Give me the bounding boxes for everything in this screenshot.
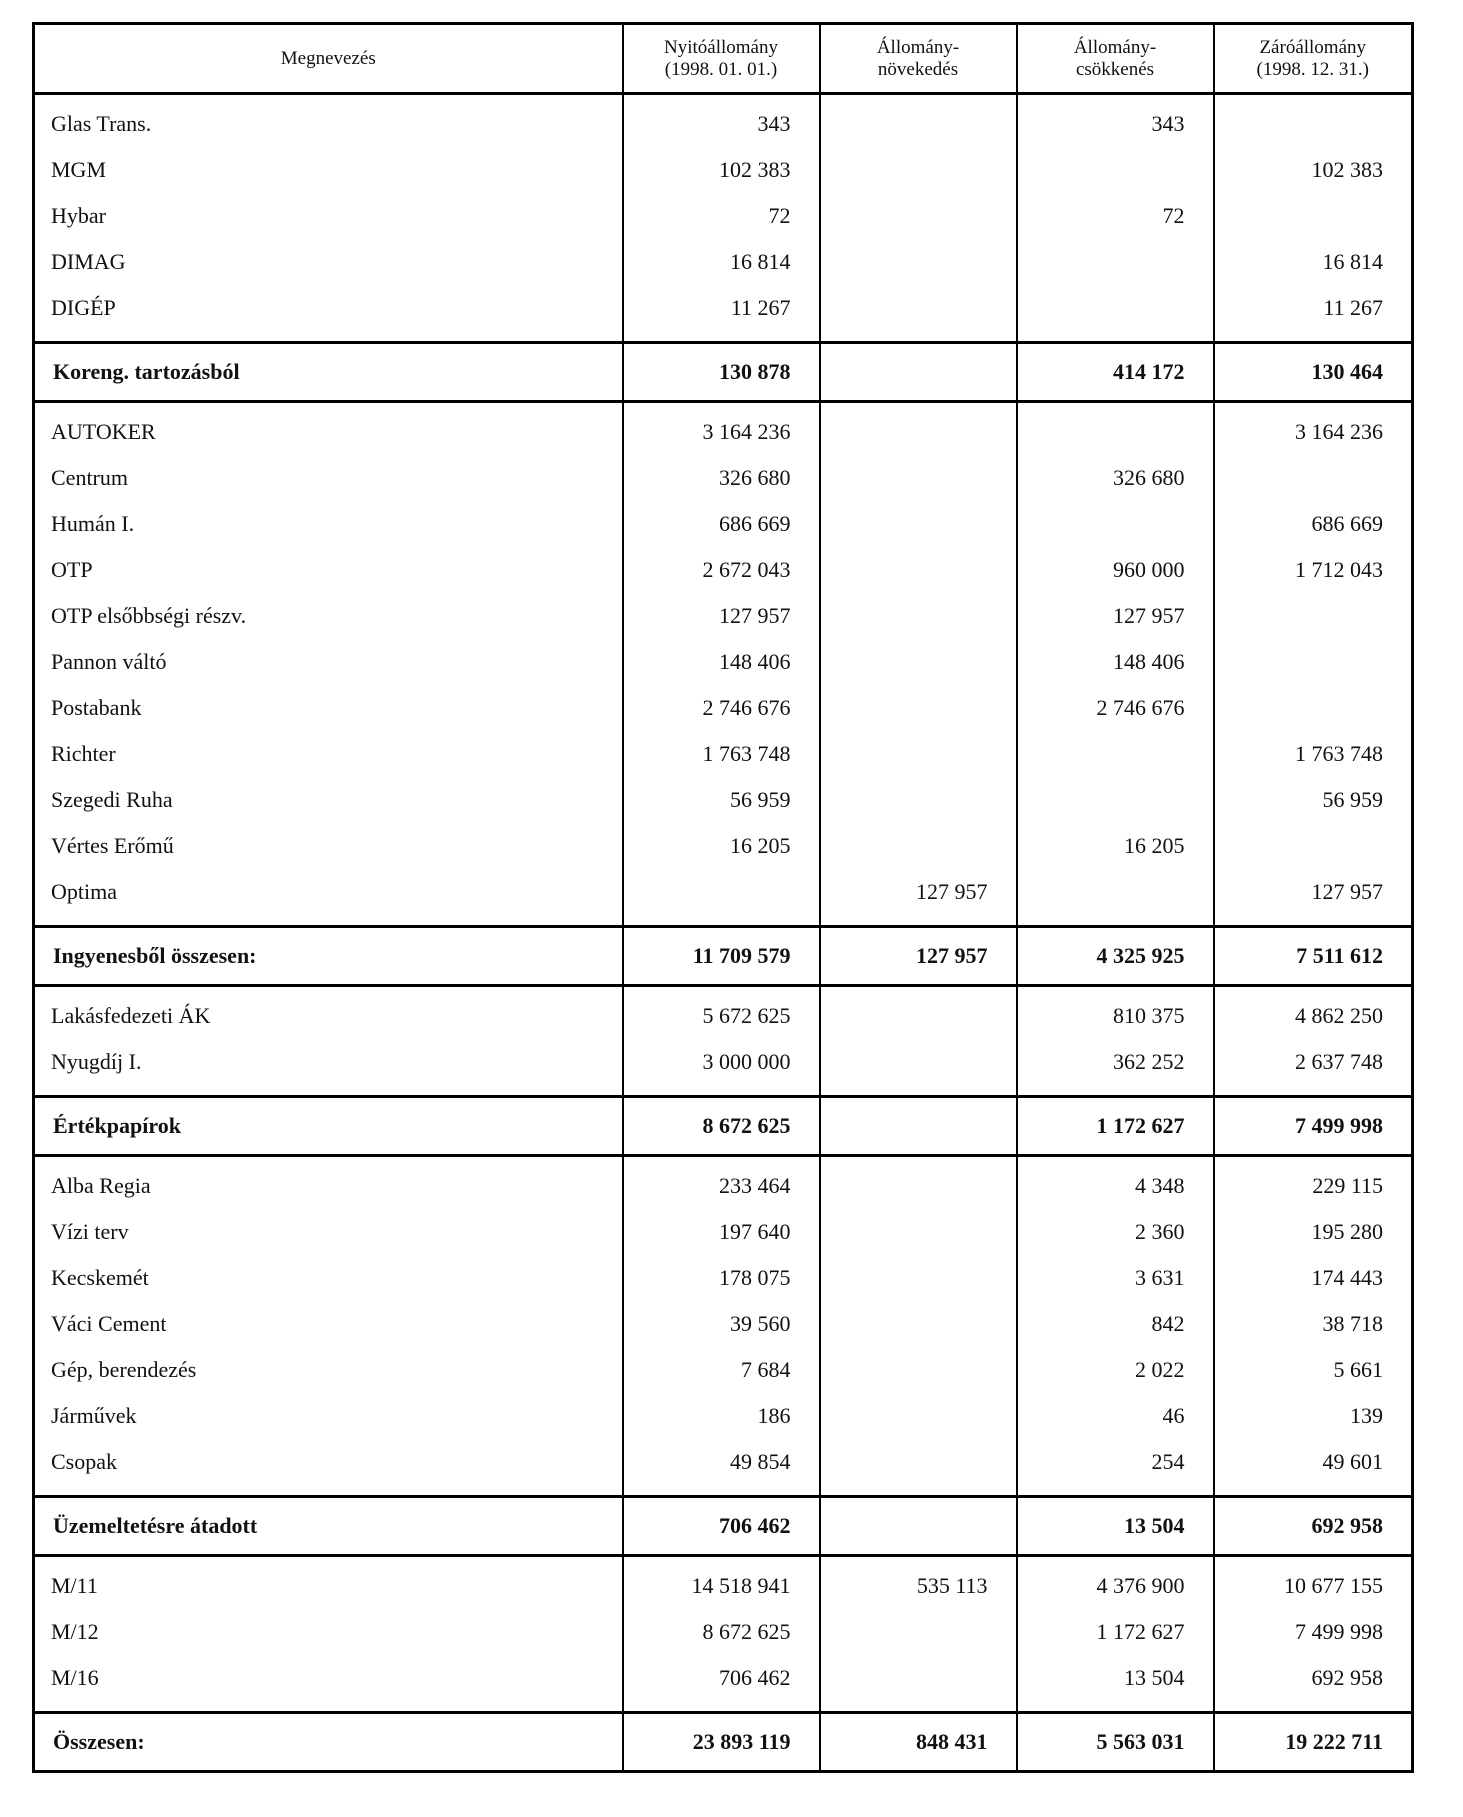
cell-decrease: 343 <box>1017 94 1214 148</box>
cell-decrease <box>1017 402 1214 456</box>
cell-closing-balance: 7 499 998 <box>1214 1609 1413 1655</box>
subtotal-increase: 127 957 <box>820 927 1017 986</box>
table-row <box>34 1655 1413 1713</box>
header-increase: Állomány- növekedés <box>820 24 1017 94</box>
subtotal-row <box>34 927 1413 986</box>
cell-decrease: 810 375 <box>1017 986 1214 1040</box>
cell-name: Postabank <box>34 685 623 731</box>
cell-increase <box>820 455 1017 501</box>
table-row <box>34 639 1413 685</box>
cell-opening-balance: 72 <box>623 193 820 239</box>
cell-name: Humán I. <box>34 501 623 547</box>
cell-opening-balance: 11 267 <box>623 285 820 343</box>
subtotal-decrease: 5 563 031 <box>1017 1713 1214 1772</box>
cell-decrease <box>1017 869 1214 927</box>
cell-decrease: 3 631 <box>1017 1255 1214 1301</box>
table-row <box>34 547 1413 593</box>
cell-closing-balance <box>1214 639 1413 685</box>
table-row <box>34 777 1413 823</box>
cell-increase <box>820 731 1017 777</box>
subtotal-closing-balance: 7 511 612 <box>1214 927 1413 986</box>
header-name: Megnevezés <box>34 24 623 94</box>
cell-increase <box>820 1039 1017 1097</box>
asset-movement-table <box>32 22 1414 1773</box>
cell-name: M/11 <box>34 1556 623 1610</box>
table-row <box>34 455 1413 501</box>
cell-closing-balance: 56 959 <box>1214 777 1413 823</box>
table-row <box>34 1393 1413 1439</box>
subtotal-increase: 848 431 <box>820 1713 1017 1772</box>
cell-name: Nyugdíj I. <box>34 1039 623 1097</box>
cell-closing-balance: 139 <box>1214 1393 1413 1439</box>
cell-increase <box>820 402 1017 456</box>
header-closing-balance: Záróállomány (1998. 12. 31.) <box>1214 24 1413 94</box>
cell-decrease <box>1017 147 1214 193</box>
cell-closing-balance: 11 267 <box>1214 285 1413 343</box>
subtotal-row <box>34 1097 1413 1156</box>
cell-closing-balance <box>1214 823 1413 869</box>
cell-name: Kecskemét <box>34 1255 623 1301</box>
cell-increase <box>820 501 1017 547</box>
cell-closing-balance <box>1214 94 1413 148</box>
cell-increase: 535 113 <box>820 1556 1017 1610</box>
cell-increase <box>820 1655 1017 1713</box>
cell-increase <box>820 94 1017 148</box>
cell-closing-balance: 5 661 <box>1214 1347 1413 1393</box>
cell-name: Pannon váltó <box>34 639 623 685</box>
subtotal-closing-balance: 130 464 <box>1214 343 1413 402</box>
cell-increase <box>820 1393 1017 1439</box>
cell-closing-balance: 3 164 236 <box>1214 402 1413 456</box>
cell-name: Alba Regia <box>34 1156 623 1210</box>
cell-opening-balance: 56 959 <box>623 777 820 823</box>
cell-closing-balance: 49 601 <box>1214 1439 1413 1497</box>
cell-increase <box>820 777 1017 823</box>
table-row <box>34 986 1413 1040</box>
cell-closing-balance: 4 862 250 <box>1214 986 1413 1040</box>
cell-opening-balance: 16 205 <box>623 823 820 869</box>
cell-opening-balance <box>623 869 820 927</box>
cell-increase <box>820 685 1017 731</box>
cell-name: AUTOKER <box>34 402 623 456</box>
table-row <box>34 285 1413 343</box>
cell-name: Járművek <box>34 1393 623 1439</box>
cell-increase <box>820 1347 1017 1393</box>
table-row <box>34 869 1413 927</box>
cell-opening-balance: 233 464 <box>623 1156 820 1210</box>
cell-name: Gép, berendezés <box>34 1347 623 1393</box>
cell-increase <box>820 593 1017 639</box>
table-row <box>34 1439 1413 1497</box>
cell-name: Richter <box>34 731 623 777</box>
cell-opening-balance: 102 383 <box>623 147 820 193</box>
cell-decrease: 842 <box>1017 1301 1214 1347</box>
cell-opening-balance: 2 672 043 <box>623 547 820 593</box>
cell-decrease: 254 <box>1017 1439 1214 1497</box>
cell-decrease: 326 680 <box>1017 455 1214 501</box>
subtotal-decrease: 1 172 627 <box>1017 1097 1214 1156</box>
cell-increase <box>820 1301 1017 1347</box>
cell-increase <box>820 823 1017 869</box>
cell-closing-balance: 2 637 748 <box>1214 1039 1413 1097</box>
table-row <box>34 193 1413 239</box>
cell-opening-balance: 197 640 <box>623 1209 820 1255</box>
cell-decrease: 960 000 <box>1017 547 1214 593</box>
cell-increase <box>820 639 1017 685</box>
cell-name: Vértes Erőmű <box>34 823 623 869</box>
table-header <box>34 24 1413 94</box>
cell-opening-balance: 14 518 941 <box>623 1556 820 1610</box>
subtotal-row <box>34 343 1413 402</box>
subtotal-opening-balance: 23 893 119 <box>623 1713 820 1772</box>
subtotal-name: Koreng. tartozásból <box>34 343 623 402</box>
subtotal-decrease: 414 172 <box>1017 343 1214 402</box>
cell-name: M/16 <box>34 1655 623 1713</box>
cell-name: Optima <box>34 869 623 927</box>
cell-decrease: 362 252 <box>1017 1039 1214 1097</box>
table-row <box>34 731 1413 777</box>
cell-opening-balance: 326 680 <box>623 455 820 501</box>
asset-movement-table-container <box>32 22 1411 1773</box>
cell-decrease <box>1017 239 1214 285</box>
subtotal-name: Üzemeltetésre átadott <box>34 1497 623 1556</box>
subtotal-opening-balance: 8 672 625 <box>623 1097 820 1156</box>
cell-closing-balance <box>1214 593 1413 639</box>
cell-name: DIMAG <box>34 239 623 285</box>
table-row <box>34 685 1413 731</box>
cell-increase: 127 957 <box>820 869 1017 927</box>
cell-increase <box>820 1255 1017 1301</box>
cell-decrease: 127 957 <box>1017 593 1214 639</box>
cell-name: Centrum <box>34 455 623 501</box>
cell-opening-balance: 39 560 <box>623 1301 820 1347</box>
cell-name: Glas Trans. <box>34 94 623 148</box>
cell-name: Csopak <box>34 1439 623 1497</box>
cell-opening-balance: 178 075 <box>623 1255 820 1301</box>
cell-closing-balance <box>1214 685 1413 731</box>
cell-closing-balance: 16 814 <box>1214 239 1413 285</box>
cell-opening-balance: 7 684 <box>623 1347 820 1393</box>
table-row <box>34 147 1413 193</box>
header-decrease: Állomány- csökkenés <box>1017 24 1214 94</box>
subtotal-name: Összesen: <box>34 1713 623 1772</box>
cell-opening-balance: 49 854 <box>623 1439 820 1497</box>
cell-opening-balance: 1 763 748 <box>623 731 820 777</box>
subtotal-row <box>34 1713 1413 1772</box>
cell-opening-balance: 127 957 <box>623 593 820 639</box>
subtotal-closing-balance: 692 958 <box>1214 1497 1413 1556</box>
table-row <box>34 1209 1413 1255</box>
cell-opening-balance: 5 672 625 <box>623 986 820 1040</box>
cell-opening-balance: 343 <box>623 94 820 148</box>
cell-closing-balance: 10 677 155 <box>1214 1556 1413 1610</box>
cell-closing-balance: 686 669 <box>1214 501 1413 547</box>
cell-closing-balance: 174 443 <box>1214 1255 1413 1301</box>
cell-closing-balance: 38 718 <box>1214 1301 1413 1347</box>
cell-increase <box>820 147 1017 193</box>
cell-increase <box>820 986 1017 1040</box>
table-row <box>34 1039 1413 1097</box>
table-row <box>34 1347 1413 1393</box>
subtotal-increase <box>820 1497 1017 1556</box>
cell-closing-balance: 1 763 748 <box>1214 731 1413 777</box>
cell-name: OTP elsőbbségi részv. <box>34 593 623 639</box>
cell-name: DIGÉP <box>34 285 623 343</box>
table-row <box>34 1255 1413 1301</box>
subtotal-closing-balance: 19 222 711 <box>1214 1713 1413 1772</box>
cell-closing-balance <box>1214 455 1413 501</box>
subtotal-decrease: 13 504 <box>1017 1497 1214 1556</box>
cell-opening-balance: 686 669 <box>623 501 820 547</box>
subtotal-opening-balance: 11 709 579 <box>623 927 820 986</box>
cell-closing-balance: 692 958 <box>1214 1655 1413 1713</box>
cell-decrease: 2 022 <box>1017 1347 1214 1393</box>
table-row <box>34 94 1413 148</box>
subtotal-increase <box>820 1097 1017 1156</box>
cell-opening-balance: 16 814 <box>623 239 820 285</box>
table-row <box>34 1556 1413 1610</box>
table-row <box>34 1156 1413 1210</box>
cell-name: MGM <box>34 147 623 193</box>
subtotal-name: Ingyenesből összesen: <box>34 927 623 986</box>
cell-decrease: 2 360 <box>1017 1209 1214 1255</box>
cell-name: Lakásfedezeti ÁK <box>34 986 623 1040</box>
cell-closing-balance: 229 115 <box>1214 1156 1413 1210</box>
table-row <box>34 1609 1413 1655</box>
cell-closing-balance: 127 957 <box>1214 869 1413 927</box>
cell-decrease: 13 504 <box>1017 1655 1214 1713</box>
subtotal-decrease: 4 325 925 <box>1017 927 1214 986</box>
cell-decrease: 4 348 <box>1017 1156 1214 1210</box>
cell-increase <box>820 193 1017 239</box>
table-row <box>34 239 1413 285</box>
cell-opening-balance: 148 406 <box>623 639 820 685</box>
cell-decrease: 16 205 <box>1017 823 1214 869</box>
subtotal-row <box>34 1497 1413 1556</box>
cell-decrease <box>1017 777 1214 823</box>
header-opening-balance: Nyitóállomány (1998. 01. 01.) <box>623 24 820 94</box>
cell-decrease: 148 406 <box>1017 639 1214 685</box>
cell-closing-balance <box>1214 193 1413 239</box>
cell-increase <box>820 1609 1017 1655</box>
cell-decrease: 2 746 676 <box>1017 685 1214 731</box>
cell-name: M/12 <box>34 1609 623 1655</box>
cell-decrease: 72 <box>1017 193 1214 239</box>
cell-increase <box>820 285 1017 343</box>
cell-increase <box>820 1439 1017 1497</box>
cell-decrease <box>1017 731 1214 777</box>
table-row <box>34 501 1413 547</box>
table-body <box>34 94 1413 1772</box>
cell-opening-balance: 2 746 676 <box>623 685 820 731</box>
cell-opening-balance: 8 672 625 <box>623 1609 820 1655</box>
cell-decrease: 4 376 900 <box>1017 1556 1214 1610</box>
cell-increase <box>820 547 1017 593</box>
table-row <box>34 823 1413 869</box>
cell-name: Váci Cement <box>34 1301 623 1347</box>
cell-increase <box>820 239 1017 285</box>
cell-name: Vízi terv <box>34 1209 623 1255</box>
cell-decrease <box>1017 501 1214 547</box>
cell-increase <box>820 1156 1017 1210</box>
cell-closing-balance: 195 280 <box>1214 1209 1413 1255</box>
cell-closing-balance: 102 383 <box>1214 147 1413 193</box>
cell-opening-balance: 186 <box>623 1393 820 1439</box>
subtotal-opening-balance: 706 462 <box>623 1497 820 1556</box>
cell-decrease <box>1017 285 1214 343</box>
cell-name: OTP <box>34 547 623 593</box>
cell-opening-balance: 3 000 000 <box>623 1039 820 1097</box>
cell-opening-balance: 3 164 236 <box>623 402 820 456</box>
cell-decrease: 46 <box>1017 1393 1214 1439</box>
subtotal-opening-balance: 130 878 <box>623 343 820 402</box>
table-row <box>34 402 1413 456</box>
cell-decrease: 1 172 627 <box>1017 1609 1214 1655</box>
subtotal-increase <box>820 343 1017 402</box>
cell-name: Szegedi Ruha <box>34 777 623 823</box>
table-row <box>34 593 1413 639</box>
cell-opening-balance: 706 462 <box>623 1655 820 1713</box>
cell-name: Hybar <box>34 193 623 239</box>
cell-closing-balance: 1 712 043 <box>1214 547 1413 593</box>
subtotal-closing-balance: 7 499 998 <box>1214 1097 1413 1156</box>
cell-increase <box>820 1209 1017 1255</box>
table-row <box>34 1301 1413 1347</box>
subtotal-name: Értékpapírok <box>34 1097 623 1156</box>
